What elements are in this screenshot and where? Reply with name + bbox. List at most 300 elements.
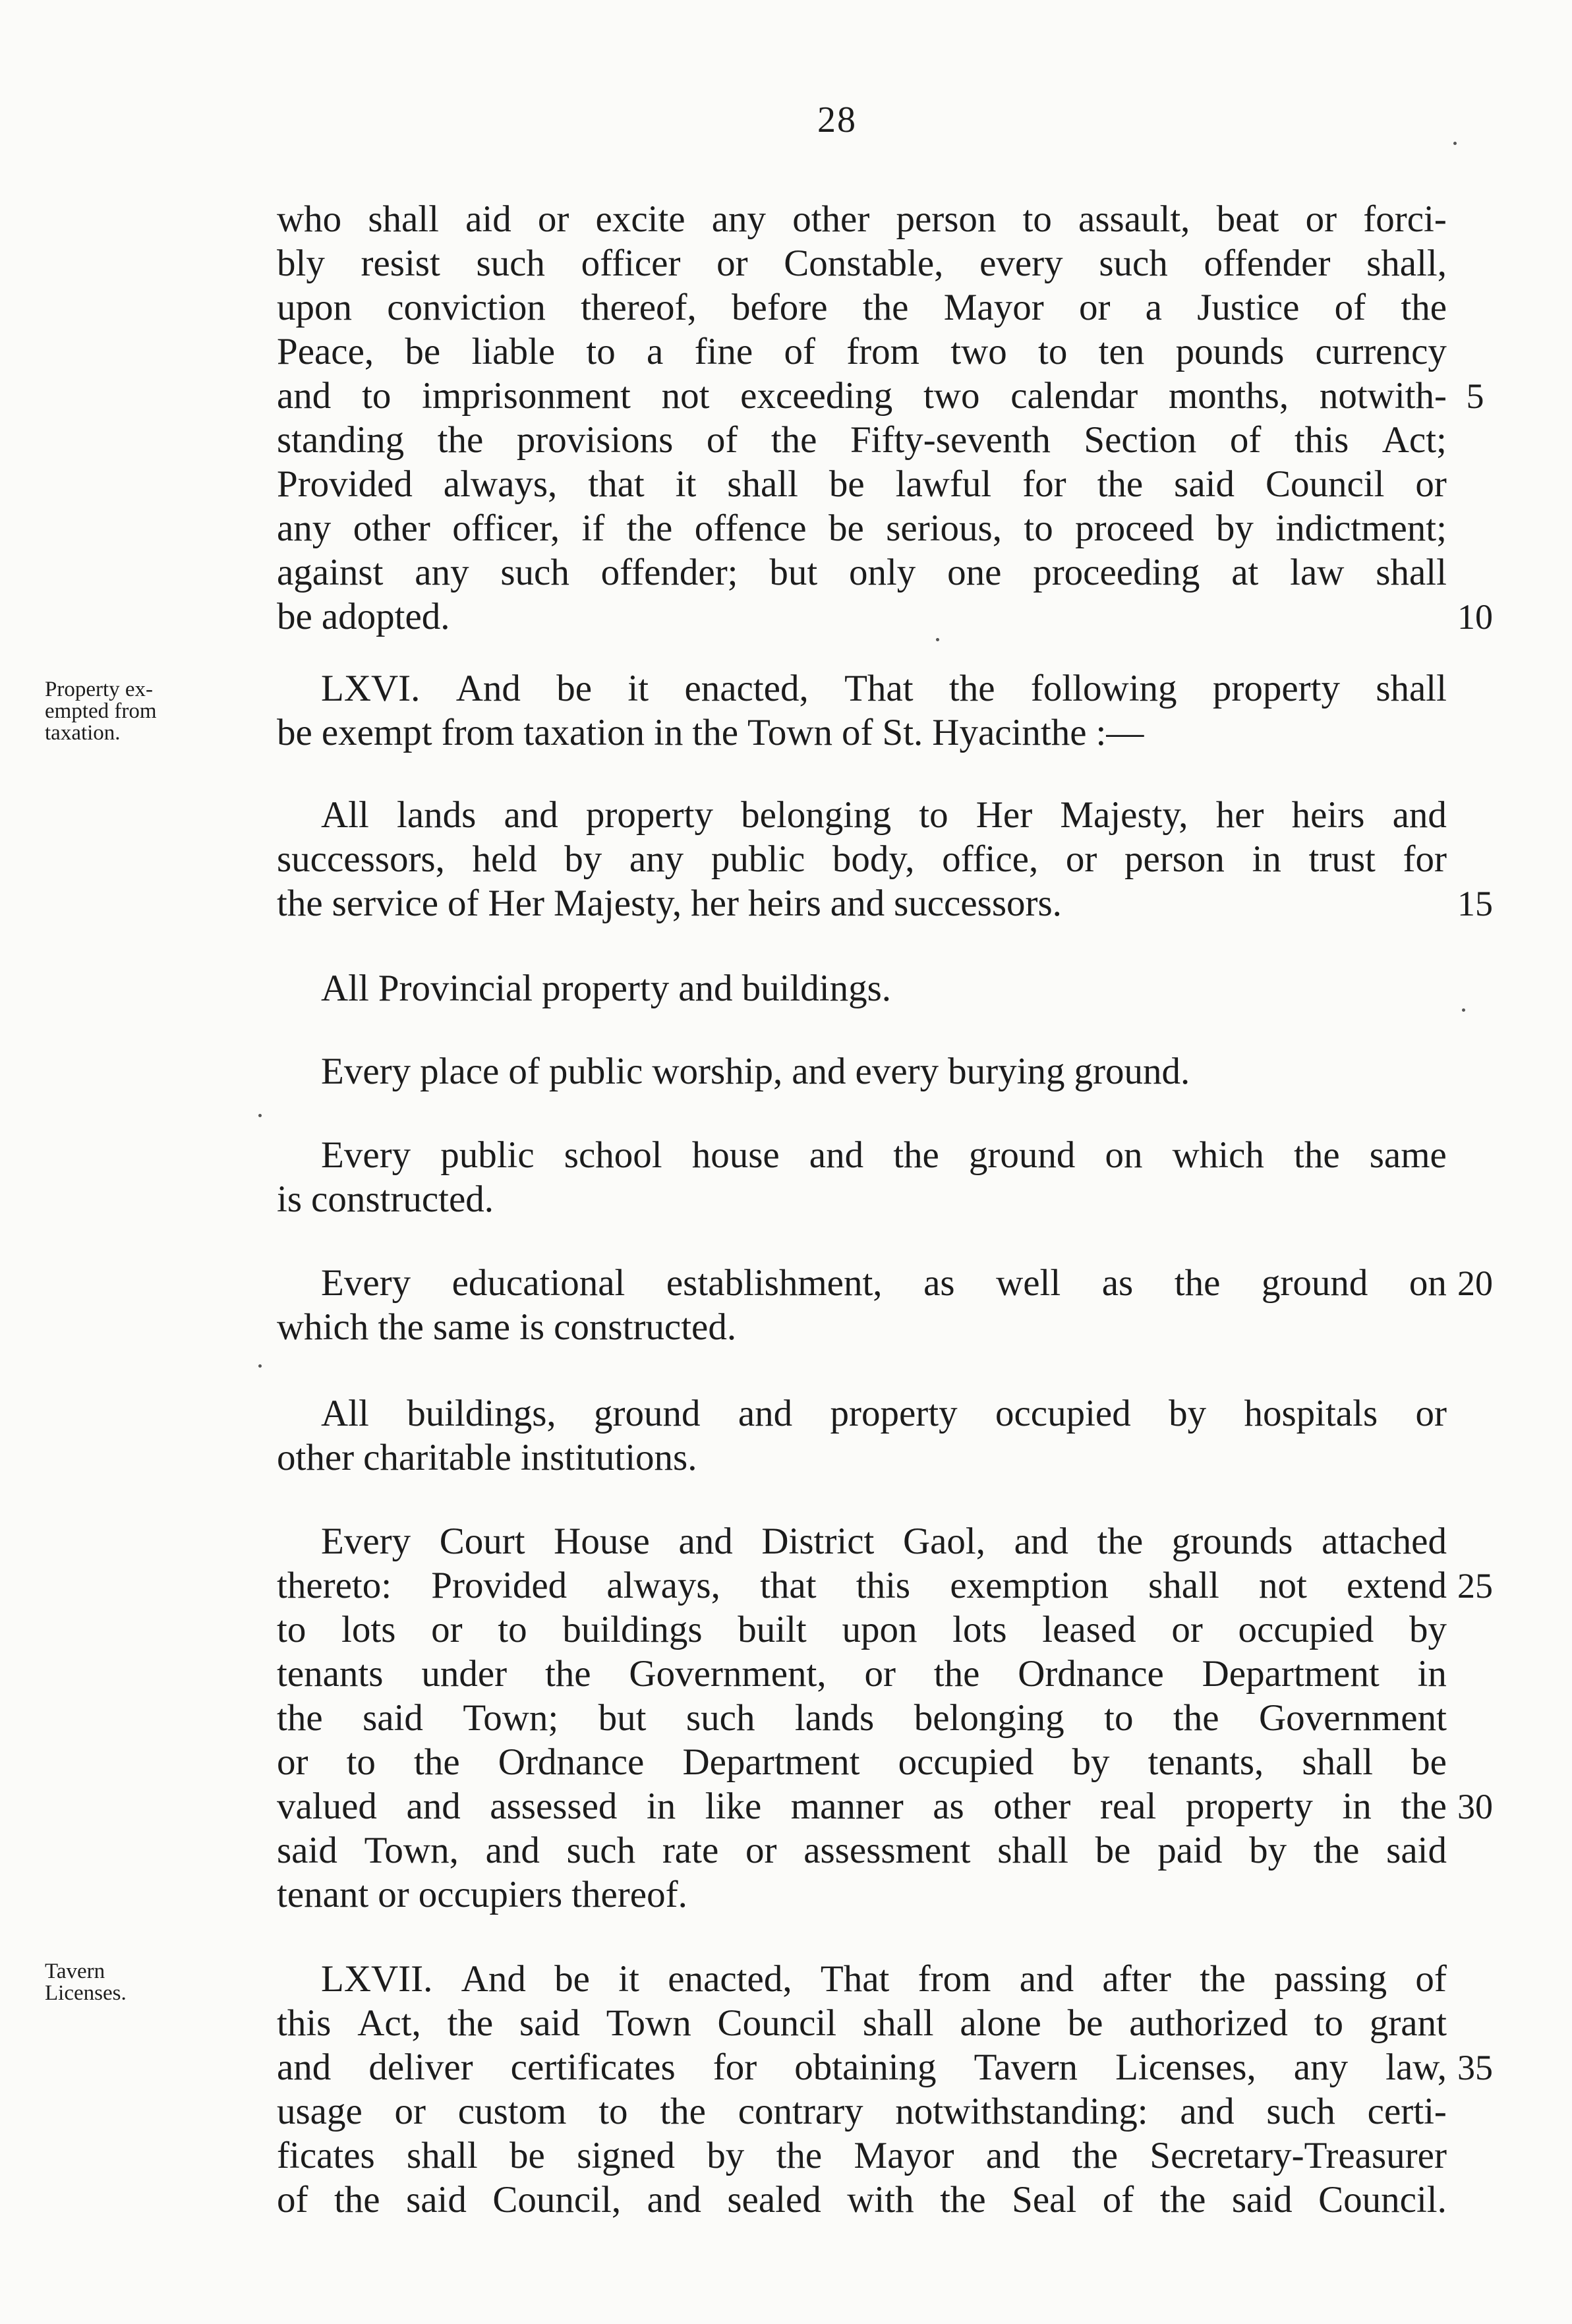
word: public bbox=[440, 1134, 535, 1176]
word: grant bbox=[1369, 2002, 1447, 2044]
word: the bbox=[414, 1741, 460, 1783]
word: said bbox=[406, 2179, 467, 2221]
word: forci- bbox=[1363, 198, 1447, 240]
word: and bbox=[647, 2179, 701, 2221]
word: shall bbox=[368, 198, 439, 240]
word: belonging bbox=[914, 1697, 1064, 1739]
text-line bbox=[277, 419, 1447, 462]
word: built bbox=[738, 1609, 807, 1650]
word: shall, bbox=[1366, 243, 1447, 284]
word: Department bbox=[682, 1741, 860, 1783]
word: against bbox=[277, 552, 384, 593]
word: every bbox=[855, 1051, 939, 1092]
word: authorized bbox=[1129, 2002, 1288, 2044]
word: or bbox=[277, 1741, 308, 1783]
word: That bbox=[820, 1958, 890, 2000]
word: to bbox=[919, 794, 948, 836]
word: Every bbox=[321, 1051, 411, 1092]
word: heirs bbox=[1291, 794, 1365, 836]
text-line bbox=[277, 1564, 1447, 1608]
word: thereto: bbox=[277, 1565, 392, 1606]
word: Her bbox=[488, 883, 544, 924]
word: serious, bbox=[886, 508, 1002, 549]
word: following bbox=[1030, 668, 1177, 709]
text-line bbox=[321, 667, 1447, 711]
word: Peace, bbox=[277, 331, 374, 372]
text-line bbox=[277, 1178, 1447, 1221]
word: Fifty-seventh bbox=[850, 419, 1051, 461]
line-number: 20 bbox=[1457, 1264, 1493, 1303]
word: the bbox=[1097, 1521, 1144, 1562]
word: public bbox=[548, 1051, 643, 1092]
word: property bbox=[1185, 1786, 1313, 1827]
word: other bbox=[993, 1786, 1071, 1827]
word: sealed bbox=[727, 2179, 821, 2221]
word: or bbox=[1171, 1609, 1203, 1650]
word: Town bbox=[606, 2002, 691, 2044]
word: liable bbox=[471, 331, 556, 372]
print-speck bbox=[1462, 1008, 1465, 1012]
word: imprisonment bbox=[422, 375, 631, 417]
word: officer bbox=[581, 243, 681, 284]
word: ficates bbox=[277, 2135, 375, 2176]
word: usage bbox=[277, 2091, 363, 2132]
word: and bbox=[792, 1051, 846, 1092]
word: such bbox=[476, 243, 545, 284]
word: public bbox=[711, 838, 805, 880]
word: shall bbox=[997, 1830, 1068, 1871]
word: such bbox=[566, 1830, 636, 1871]
word: any bbox=[415, 552, 469, 593]
word: service bbox=[332, 883, 439, 924]
word: and bbox=[738, 1393, 793, 1434]
word: notwith- bbox=[1319, 375, 1447, 417]
word: certificates bbox=[510, 2047, 676, 2088]
word: the bbox=[447, 2002, 494, 2044]
word: by bbox=[1072, 1741, 1110, 1783]
word: by bbox=[1169, 1393, 1207, 1434]
word: to bbox=[498, 1609, 527, 1650]
print-speck bbox=[258, 1364, 262, 1368]
word: And bbox=[455, 668, 521, 709]
word: Secretary-Treasurer bbox=[1150, 2135, 1447, 2176]
word: the bbox=[1173, 1697, 1219, 1739]
word: That bbox=[844, 668, 914, 709]
word: or bbox=[1065, 838, 1097, 880]
text-line bbox=[277, 1741, 1447, 1784]
word: Majesty, bbox=[1060, 794, 1188, 836]
word: her bbox=[1215, 794, 1264, 836]
word: by bbox=[1249, 1830, 1287, 1871]
text-line bbox=[277, 1785, 1447, 1828]
word: tenants bbox=[277, 1653, 384, 1695]
text-line bbox=[277, 2090, 1447, 2134]
word: be bbox=[1095, 1830, 1131, 1871]
word: of bbox=[1229, 419, 1262, 461]
word: enacted, bbox=[684, 668, 809, 709]
word: said bbox=[1174, 463, 1235, 505]
word: the bbox=[692, 712, 738, 753]
word: enacted, bbox=[668, 1958, 792, 2000]
word: of bbox=[784, 331, 815, 372]
word: person bbox=[896, 198, 997, 240]
word: charitable bbox=[363, 1437, 511, 1478]
word: which bbox=[277, 1306, 369, 1348]
word: by bbox=[1215, 508, 1254, 549]
word: institutions. bbox=[520, 1437, 697, 1478]
word: worship, bbox=[652, 1051, 783, 1092]
word: such bbox=[685, 1697, 755, 1739]
word: extend bbox=[1347, 1565, 1447, 1606]
word: be bbox=[509, 2135, 545, 2176]
word: to bbox=[1314, 2002, 1343, 2044]
word: Every bbox=[321, 1134, 411, 1176]
word: Provincial bbox=[378, 968, 533, 1009]
word: other bbox=[792, 198, 870, 240]
word: obtaining bbox=[794, 2047, 937, 2088]
word: Provided bbox=[431, 1565, 568, 1606]
word: be bbox=[1067, 2002, 1103, 2044]
word: the bbox=[933, 1653, 980, 1695]
word: shall bbox=[407, 2135, 478, 2176]
word: resist bbox=[361, 243, 440, 284]
word: said bbox=[519, 2002, 580, 2044]
word: tenants, bbox=[1148, 1741, 1264, 1783]
word: with bbox=[847, 2179, 914, 2221]
word: All bbox=[321, 794, 369, 836]
page-number: 28 bbox=[817, 100, 857, 140]
line-number: 10 bbox=[1457, 597, 1493, 637]
word: belonging bbox=[741, 794, 892, 836]
word: the bbox=[437, 419, 484, 461]
word: Hyacinthe bbox=[932, 712, 1087, 753]
word: lands bbox=[396, 794, 477, 836]
word: Department bbox=[1202, 1653, 1380, 1695]
word: offender bbox=[1204, 243, 1331, 284]
word: buildings. bbox=[742, 968, 892, 1009]
word: it bbox=[675, 463, 697, 505]
word: be bbox=[556, 668, 593, 709]
word: proceeding bbox=[1033, 552, 1200, 593]
word: the bbox=[1200, 1958, 1246, 2000]
word: same bbox=[432, 1306, 511, 1348]
word: provisions bbox=[516, 419, 674, 461]
text-line bbox=[277, 1652, 1447, 1696]
word: to bbox=[346, 1741, 376, 1783]
word: always, bbox=[606, 1565, 720, 1606]
text-line bbox=[277, 286, 1447, 330]
word: the bbox=[660, 2091, 706, 2132]
line-number: 5 bbox=[1466, 376, 1484, 416]
word: and bbox=[678, 968, 733, 1009]
word: at bbox=[1231, 552, 1259, 593]
word: only bbox=[848, 552, 916, 593]
word: in bbox=[646, 1786, 676, 1827]
text-line bbox=[277, 1697, 1447, 1740]
word: Council, bbox=[492, 2179, 622, 2221]
word: rate bbox=[662, 1830, 719, 1871]
word: LXVII. bbox=[321, 1958, 433, 2000]
word: and bbox=[678, 1521, 733, 1562]
word: or bbox=[1305, 198, 1337, 240]
word: Act; bbox=[1382, 419, 1447, 461]
word: District bbox=[761, 1521, 875, 1562]
text-line bbox=[277, 551, 1447, 595]
word: successors. bbox=[894, 883, 1062, 924]
word: heirs bbox=[747, 883, 821, 924]
text-line bbox=[277, 1873, 1447, 1917]
word: by bbox=[1409, 1609, 1447, 1650]
word: occupied bbox=[898, 1741, 1034, 1783]
word: the bbox=[771, 419, 817, 461]
word: Gaol, bbox=[902, 1521, 986, 1562]
word: buildings bbox=[562, 1609, 703, 1650]
word: to bbox=[277, 1609, 306, 1650]
word: exceeding bbox=[740, 375, 893, 417]
print-speck bbox=[1453, 142, 1457, 145]
word: Every bbox=[321, 1262, 411, 1304]
word: the bbox=[1294, 1134, 1340, 1176]
word: indictment; bbox=[1275, 508, 1447, 549]
word: Government, bbox=[629, 1653, 827, 1695]
word: the bbox=[378, 1306, 424, 1348]
word: law bbox=[1290, 552, 1345, 593]
word: grounds bbox=[1171, 1521, 1293, 1562]
word: the bbox=[277, 883, 323, 924]
word: for bbox=[1022, 463, 1066, 505]
word: law, bbox=[1385, 2047, 1447, 2088]
word: Mayor bbox=[854, 2135, 954, 2176]
word: Court bbox=[439, 1521, 525, 1562]
word: from bbox=[917, 1958, 991, 2000]
word: and bbox=[809, 1134, 864, 1176]
word: or bbox=[745, 1830, 777, 1871]
word: Ordnance bbox=[1018, 1653, 1164, 1695]
word: one bbox=[947, 552, 1002, 593]
word: or bbox=[1078, 287, 1111, 328]
word: House bbox=[554, 1521, 650, 1562]
word: the bbox=[893, 1134, 939, 1176]
word: held bbox=[472, 838, 537, 880]
word: of bbox=[706, 419, 738, 461]
word: burying bbox=[948, 1051, 1065, 1092]
word: the bbox=[1159, 2179, 1206, 2221]
word: or bbox=[1415, 463, 1447, 505]
word: :— bbox=[1095, 712, 1144, 753]
word: All bbox=[321, 968, 369, 1009]
word: house bbox=[691, 1134, 780, 1176]
word: the bbox=[1174, 1262, 1221, 1304]
word: And bbox=[461, 1958, 526, 2000]
word: it bbox=[618, 1958, 639, 2000]
word: taxation bbox=[523, 712, 645, 753]
text-line bbox=[321, 1520, 1447, 1563]
word: be bbox=[405, 331, 441, 372]
word: by bbox=[564, 838, 602, 880]
text-line bbox=[277, 882, 1447, 925]
word: signed bbox=[577, 2135, 675, 2176]
word: two bbox=[923, 375, 980, 417]
word: calendar bbox=[1010, 375, 1138, 417]
word: assessment bbox=[803, 1830, 971, 1871]
word: leased bbox=[1042, 1609, 1136, 1650]
word: property bbox=[1212, 668, 1340, 709]
word: Town bbox=[747, 712, 833, 753]
word: in bbox=[1342, 1786, 1372, 1827]
word: to bbox=[1038, 331, 1068, 372]
word: currency bbox=[1315, 331, 1447, 372]
line-number: 30 bbox=[1457, 1787, 1493, 1826]
word: this bbox=[277, 2002, 332, 2044]
word: or bbox=[716, 243, 748, 284]
word: person bbox=[1124, 838, 1225, 880]
line-number: 15 bbox=[1457, 884, 1493, 923]
word: buildings, bbox=[407, 1393, 556, 1434]
word: which bbox=[1172, 1134, 1264, 1176]
word: of bbox=[277, 2179, 308, 2221]
word: upon bbox=[842, 1609, 917, 1650]
word: on bbox=[1409, 1262, 1447, 1304]
word: well bbox=[996, 1262, 1061, 1304]
word: Act, bbox=[357, 2002, 421, 2044]
word: under bbox=[421, 1653, 508, 1695]
word: who bbox=[277, 198, 342, 240]
word: of bbox=[1102, 2179, 1134, 2221]
word: ground bbox=[1261, 1262, 1368, 1304]
line-number: 25 bbox=[1457, 1566, 1493, 1606]
word: conviction bbox=[387, 287, 546, 328]
word: said bbox=[1231, 2179, 1293, 2221]
text-line bbox=[321, 1392, 1447, 1436]
word: by bbox=[707, 2135, 745, 2176]
word: to bbox=[1022, 198, 1052, 240]
word: valued bbox=[277, 1786, 377, 1827]
word: two bbox=[950, 331, 1007, 372]
word: but bbox=[769, 552, 818, 593]
word: if bbox=[581, 508, 605, 549]
word: exemption bbox=[950, 1565, 1109, 1606]
word: Tavern bbox=[974, 2047, 1078, 2088]
word: ground. bbox=[1074, 1051, 1190, 1092]
word: thereof, bbox=[581, 287, 697, 328]
word: property bbox=[542, 968, 670, 1009]
word: the bbox=[940, 2179, 986, 2221]
word: office, bbox=[942, 838, 1039, 880]
word: and bbox=[830, 883, 885, 924]
word: shall bbox=[1376, 668, 1447, 709]
text-line bbox=[277, 330, 1447, 374]
word: upon bbox=[277, 287, 352, 328]
word: said bbox=[1386, 1830, 1447, 1871]
word: proceed bbox=[1075, 508, 1194, 549]
text-line bbox=[277, 1608, 1447, 1652]
word: tenant bbox=[277, 1874, 369, 1915]
word: standing bbox=[277, 419, 405, 461]
word: be bbox=[829, 463, 865, 505]
word: said bbox=[363, 1697, 423, 1739]
print-speck bbox=[936, 638, 939, 641]
word: constructed. bbox=[311, 1178, 494, 1220]
text-line bbox=[277, 838, 1447, 881]
word: the bbox=[544, 1653, 591, 1695]
word: every bbox=[979, 243, 1063, 284]
word: Her bbox=[975, 794, 1033, 836]
word: Council bbox=[1265, 463, 1385, 505]
word: occupied bbox=[1238, 1609, 1374, 1650]
word: St. bbox=[882, 712, 923, 753]
word: the bbox=[626, 508, 673, 549]
word: any bbox=[629, 838, 684, 880]
word: lands bbox=[794, 1697, 875, 1739]
text-line bbox=[321, 1134, 1447, 1177]
word: shall bbox=[1302, 1741, 1374, 1783]
word: LXVI. bbox=[321, 668, 421, 709]
word: Council. bbox=[1318, 2179, 1447, 2221]
word: not bbox=[1258, 1565, 1307, 1606]
word: hospitals bbox=[1244, 1393, 1378, 1434]
word: passing bbox=[1274, 1958, 1387, 2000]
word: in bbox=[654, 712, 684, 753]
word: the bbox=[334, 2179, 380, 2221]
word: Town, bbox=[364, 1830, 459, 1871]
word: and bbox=[1180, 2091, 1235, 2132]
word: be bbox=[554, 1958, 590, 2000]
word: that bbox=[760, 1565, 817, 1606]
word: such bbox=[500, 552, 569, 593]
word: shall bbox=[862, 2002, 934, 2044]
word: Justice bbox=[1197, 287, 1300, 328]
word: the bbox=[1072, 2135, 1119, 2176]
word: school bbox=[564, 1134, 662, 1176]
word: educational bbox=[451, 1262, 626, 1304]
word: notwithstanding: bbox=[895, 2091, 1148, 2132]
word: to bbox=[362, 375, 392, 417]
word: any bbox=[1293, 2047, 1349, 2088]
text-line bbox=[277, 711, 1447, 755]
word: trust bbox=[1308, 838, 1376, 880]
word: ground bbox=[968, 1134, 1076, 1176]
word: of bbox=[508, 1051, 540, 1092]
word: of bbox=[1415, 1958, 1447, 2000]
word: or bbox=[1415, 1393, 1447, 1434]
word: the bbox=[1401, 287, 1447, 328]
word: All bbox=[321, 1393, 369, 1434]
word: assault, bbox=[1078, 198, 1190, 240]
word: lots bbox=[341, 1609, 396, 1650]
word: paid bbox=[1157, 1830, 1223, 1871]
word: other bbox=[277, 1437, 355, 1478]
word: real bbox=[1099, 1786, 1157, 1827]
word: as bbox=[1101, 1262, 1134, 1304]
word: thereof. bbox=[571, 1874, 687, 1915]
word: property bbox=[830, 1393, 958, 1434]
word: for bbox=[1403, 838, 1447, 880]
word: aid bbox=[465, 198, 511, 240]
text-line bbox=[277, 374, 1447, 418]
word: ground bbox=[594, 1393, 701, 1434]
word: after bbox=[1102, 1958, 1171, 2000]
word: attached bbox=[1322, 1521, 1447, 1562]
text-line bbox=[277, 198, 1447, 241]
word: be bbox=[277, 712, 312, 753]
word: place bbox=[420, 1051, 500, 1092]
word: but bbox=[598, 1697, 647, 1739]
word: any bbox=[277, 508, 332, 549]
text-line bbox=[277, 242, 1447, 285]
word: Town; bbox=[463, 1697, 559, 1739]
word: Every bbox=[321, 1521, 411, 1562]
word: such bbox=[1099, 243, 1168, 284]
